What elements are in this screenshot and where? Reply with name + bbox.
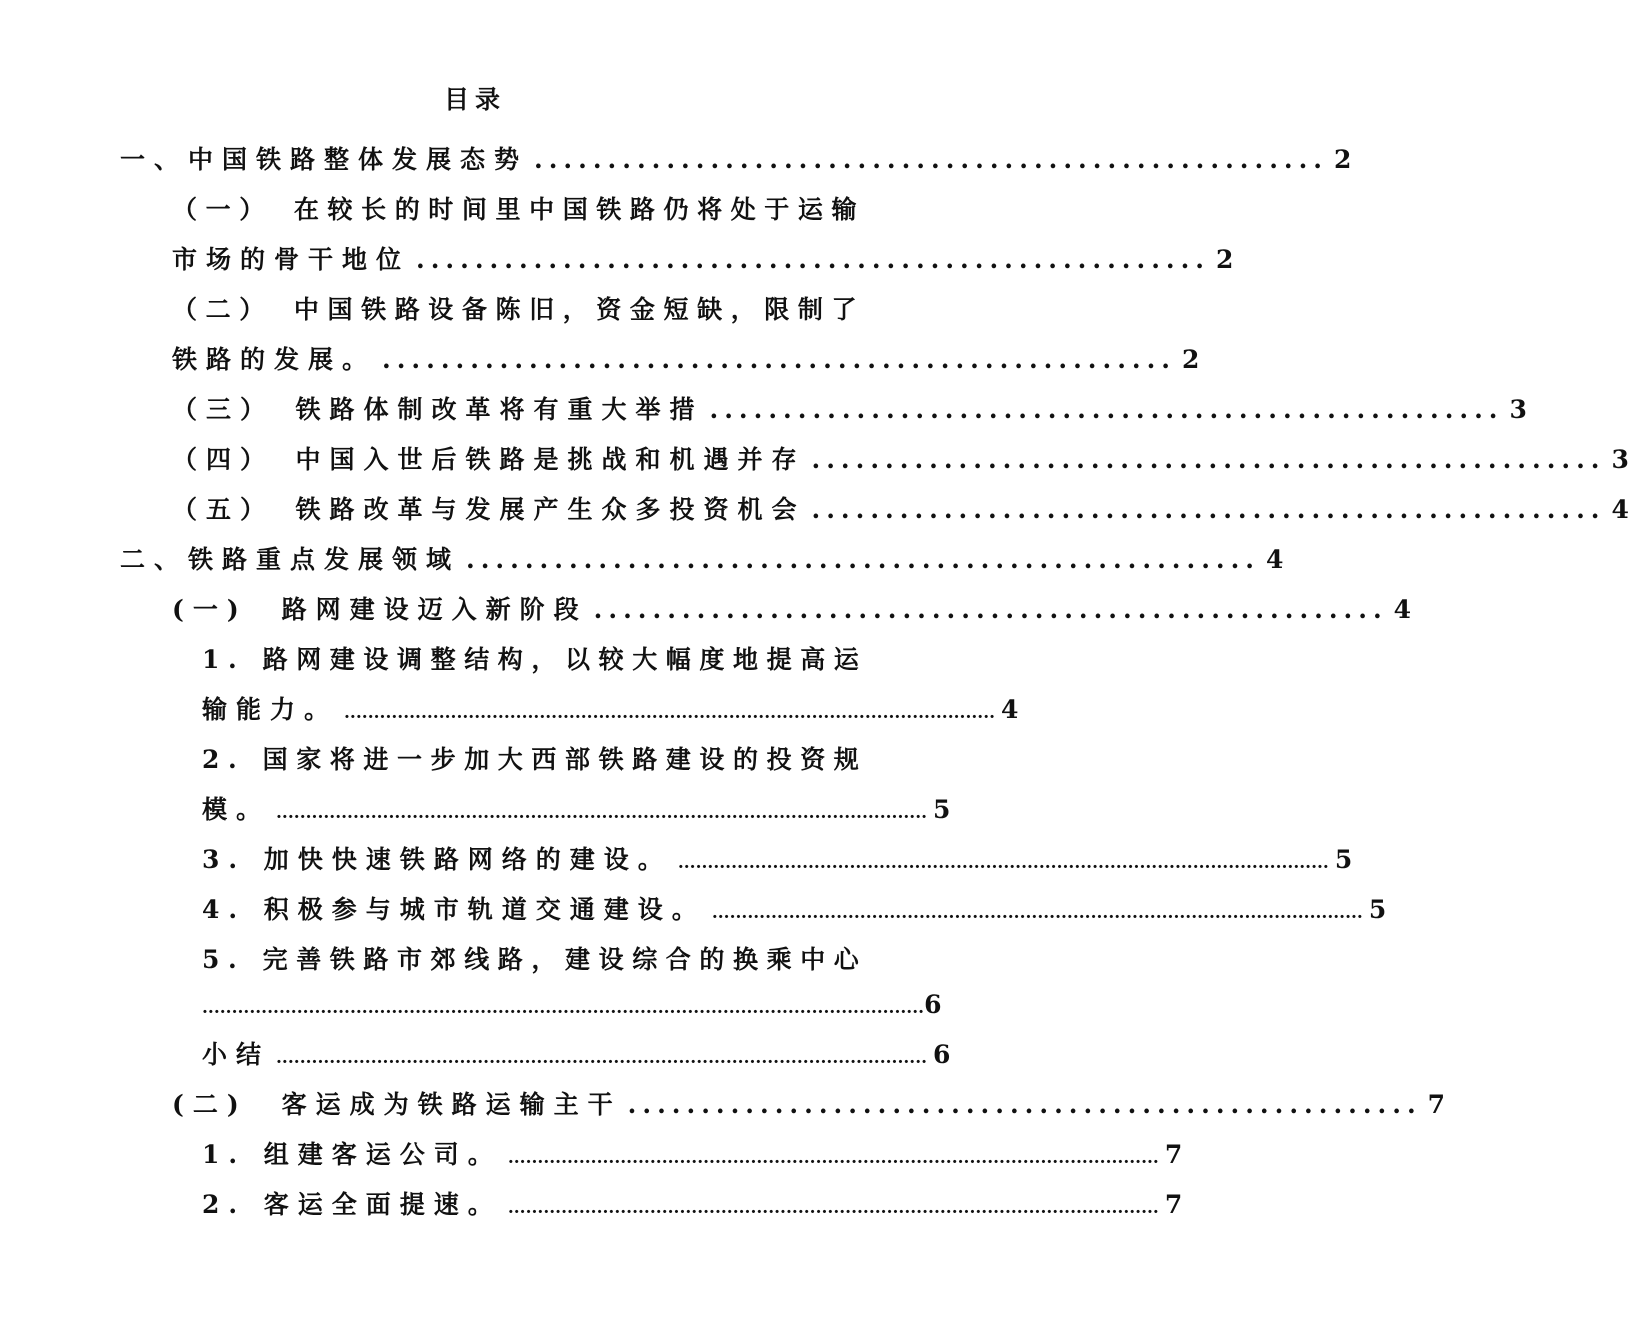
toc-page-number: 6 bbox=[933, 1040, 951, 1069]
toc-leader: .............................................................................................................. bbox=[507, 1148, 1159, 1168]
toc-page-number: 4 bbox=[1001, 695, 1019, 724]
toc-page-number: 4 bbox=[1393, 595, 1412, 624]
toc-entry[interactable] bbox=[172, 590, 1412, 630]
toc-entry-text: 4. 积极参与城市轨道交通建设。 bbox=[202, 895, 706, 924]
toc-entry-text: 2. 客运全面提速。 bbox=[202, 1190, 502, 1219]
toc-leader: ...................................................... bbox=[382, 345, 1177, 374]
toc-entry-text: 二、铁路重点发展领域 bbox=[120, 545, 461, 574]
toc-entry[interactable] bbox=[172, 240, 1234, 280]
toc-leader: ...................................................... bbox=[466, 545, 1261, 574]
toc-entry[interactable] bbox=[202, 985, 942, 1025]
toc-leader: ...................................................... bbox=[627, 1090, 1422, 1119]
toc-entry[interactable] bbox=[202, 1185, 1183, 1225]
toc-page-number: 4 bbox=[1611, 495, 1629, 524]
toc-entry-text: 模。 bbox=[202, 795, 271, 824]
toc-entry-text: （三） 铁路体制改革将有重大举措 bbox=[172, 395, 704, 424]
toc-entry-text: 小结 bbox=[202, 1040, 271, 1069]
toc-leader: .............................................................................................................. bbox=[711, 903, 1363, 923]
toc-page-number: 5 bbox=[1334, 845, 1353, 874]
toc-leader: ...................................................... bbox=[534, 145, 1329, 174]
toc-entry-line1[interactable]: （一） 在较长的时间里中国铁路仍将处于运输 bbox=[172, 195, 866, 224]
toc-leader: ...................................................... bbox=[593, 595, 1388, 624]
toc-entry[interactable] bbox=[120, 140, 1352, 180]
toc-entry[interactable] bbox=[202, 690, 1019, 730]
toc-page-number: 3 bbox=[1509, 395, 1527, 424]
toc-page-number: 2 bbox=[1334, 145, 1352, 174]
toc-entry-line1[interactable]: 1. 路网建设调整结构，以较大幅度地提高运 bbox=[202, 645, 868, 674]
toc-entry-line1[interactable]: （二） 中国铁路设备陈旧，资金短缺，限制了 bbox=[172, 295, 866, 324]
toc-entry-line1[interactable]: 2. 国家将进一步加大西部铁路建设的投资规 bbox=[202, 745, 868, 774]
toc-page-number: 2 bbox=[1182, 345, 1200, 374]
toc-page-number: 7 bbox=[1427, 1090, 1446, 1119]
toc-leader: ...................................................... bbox=[811, 495, 1606, 524]
toc-entry[interactable] bbox=[172, 440, 1629, 480]
toc-page-number: 2 bbox=[1216, 245, 1234, 274]
toc-page-number: 4 bbox=[1266, 545, 1284, 574]
toc-entry-text: 3. 加快快速铁路网络的建设。 bbox=[202, 845, 672, 874]
toc-entry-line1[interactable]: 5. 完善铁路市郊线路，建设综合的换乘中心 bbox=[202, 945, 868, 974]
toc-leader: .......................................................................................................................... bbox=[202, 998, 925, 1018]
toc-page-number: 5 bbox=[933, 795, 951, 824]
page-title: 目录 bbox=[443, 85, 506, 114]
toc-leader: .............................................................................................................. bbox=[677, 853, 1329, 873]
toc-entry-text: 一、中国铁路整体发展态势 bbox=[120, 145, 529, 174]
toc-leader: ...................................................... bbox=[811, 445, 1606, 474]
toc-entry-text: (一) 路网建设迈入新阶段 bbox=[172, 595, 588, 624]
toc-leader: ...................................................... bbox=[416, 245, 1211, 274]
toc-leader: .............................................................................................................. bbox=[276, 803, 928, 823]
toc-entry[interactable] bbox=[202, 840, 1353, 880]
toc-entry[interactable] bbox=[172, 1085, 1446, 1125]
toc-leader: .............................................................................................................. bbox=[507, 1198, 1159, 1218]
toc-page-number: 7 bbox=[1164, 1140, 1183, 1169]
toc-entry[interactable] bbox=[202, 790, 951, 830]
toc-entry[interactable] bbox=[120, 540, 1284, 580]
toc-leader: .............................................................................................................. bbox=[276, 1048, 928, 1068]
toc-entry[interactable] bbox=[172, 340, 1200, 380]
toc-page-number: 7 bbox=[1164, 1190, 1183, 1219]
toc-entry-text: 1. 组建客运公司。 bbox=[202, 1140, 502, 1169]
toc-entry[interactable] bbox=[202, 890, 1387, 930]
toc-entry-text: 铁路的发展。 bbox=[172, 345, 377, 374]
toc-entry-text: (二) 客运成为铁路运输主干 bbox=[172, 1090, 622, 1119]
toc-entry[interactable] bbox=[172, 490, 1629, 530]
toc-page-number: 5 bbox=[1368, 895, 1387, 924]
toc-page-number: 6 bbox=[924, 990, 942, 1019]
toc-entry-text: 市场的骨干地位 bbox=[172, 245, 411, 274]
toc-entry-text: （五） 铁路改革与发展产生众多投资机会 bbox=[172, 495, 806, 524]
toc-leader: .............................................................................................................. bbox=[344, 703, 996, 723]
toc-page-number: 3 bbox=[1611, 445, 1629, 474]
toc-entry[interactable] bbox=[202, 1135, 1183, 1175]
toc-entry-text: （四） 中国入世后铁路是挑战和机遇并存 bbox=[172, 445, 806, 474]
toc-entry[interactable] bbox=[172, 390, 1527, 430]
toc-entry[interactable] bbox=[202, 1035, 951, 1075]
toc-entry-text: 输能力。 bbox=[202, 695, 339, 724]
toc-leader: ...................................................... bbox=[709, 395, 1504, 424]
